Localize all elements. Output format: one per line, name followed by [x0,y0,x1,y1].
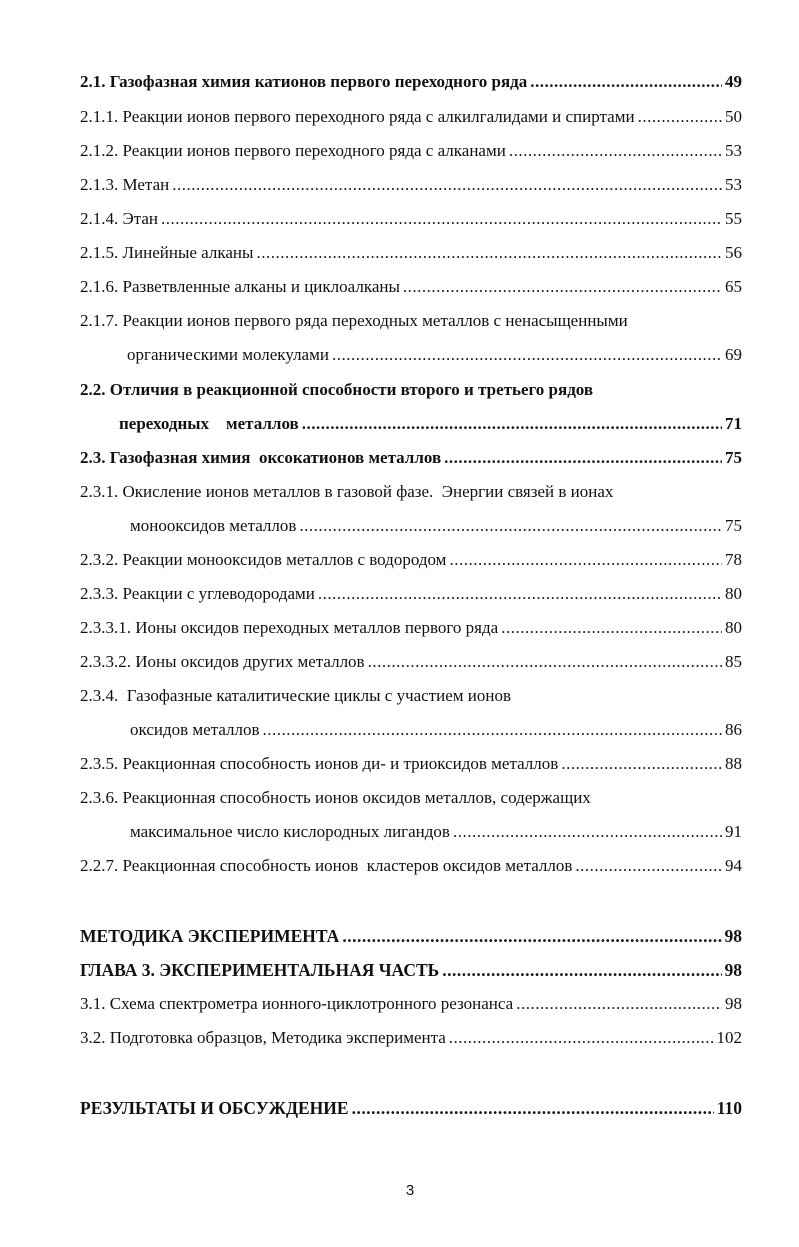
toc-leader-dots [444,444,722,472]
toc-entry-page: 56 [725,243,742,262]
toc-entry-2-1-4 [80,205,742,233]
toc-entry-page: 75 [725,516,742,535]
toc-entry-title: РЕЗУЛЬТАТЫ И ОБСУЖДЕНИЕ [80,1098,349,1118]
toc-entry-page: 53 [725,141,742,160]
toc-entry-2-3-6-line1: 2.3.6. Реакционная способность ионов оксидов металлов, содержащих [80,788,591,807]
toc-entry-page: 102 [716,1028,742,1047]
toc-leader-dots [501,614,722,642]
toc-entry-page: 91 [725,822,742,841]
toc-leader-dots [299,512,722,540]
toc-leader-dots [403,273,722,301]
toc-entry-title: 2.1.5. Линейные алканы [80,243,254,262]
toc-entry-title: 2.1.2. Реакции ионов первого переходного ряда с алканами [80,141,506,160]
toc-entry-title: 2.1.3. Метан [80,175,170,194]
toc-entry-3-2 [80,1024,742,1052]
toc-entry-page: 88 [725,754,742,773]
toc-entry-chapter-3 [80,956,742,984]
toc-entry-page: 98 [724,926,742,946]
toc-entry-methods [80,922,742,950]
toc-entry-title: 2.1.6. Разветвленные алканы и циклоалканы [80,277,400,296]
toc-entry-2-1-1 [80,103,742,131]
toc-entry-2-3-4 [130,716,742,744]
toc-entry-page: 80 [725,584,742,603]
toc-entry-3-1 [80,990,742,1018]
toc-entry-title: 2.1.1. Реакции ионов первого переходного ряда с алкилгалидами и спиртами [80,107,635,126]
toc-entry-page: 55 [725,209,742,228]
toc-entry-title: монооксидов металлов [130,516,297,535]
toc-leader-dots [302,410,722,438]
toc-entry-2-2 [119,410,742,438]
toc-leader-dots [332,341,722,369]
toc-entry-2-3-6 [130,818,742,846]
toc-leader-dots [453,818,722,846]
toc-leader-dots [161,205,722,233]
toc-entry-2-1-3 [80,171,742,199]
toc-entry-2-3-3-2 [80,648,742,676]
toc-entry-page: 86 [725,720,742,739]
toc-entry-2-3-3 [80,580,742,608]
toc-leader-dots [638,103,722,131]
toc-entry-2-3-3-1 [80,614,742,642]
toc-entry-2-1 [80,68,742,96]
toc-entry-page: 65 [725,277,742,296]
toc-leader-dots [516,990,722,1018]
toc-entry-page: 78 [725,550,742,569]
toc-leader-dots [530,68,722,96]
toc-entry-2-1-5 [80,239,742,267]
toc-entry-title: МЕТОДИКА ЭКСПЕРИМЕНТА [80,926,340,946]
toc-leader-dots [352,1094,714,1122]
toc-entry-page: 98 [725,994,742,1013]
toc-leader-dots [449,546,722,574]
toc-entry-2-3 [80,444,742,472]
toc-entry-2-2-7 [80,852,742,880]
toc-entry-2-3-1 [130,512,742,540]
toc-leader-dots [561,750,722,778]
toc-entry-page: 94 [725,856,742,875]
toc-entry-2-1-7 [127,341,742,369]
toc-entry-page: 71 [725,414,742,433]
toc-leader-dots [449,1024,714,1052]
page-number: 3 [405,1182,415,1199]
toc-entry-title: 2.3.3. Реакции с углеводородами [80,584,315,603]
toc-entry-2-3-4-line1: 2.3.4. Газофазные каталитические циклы с участием ионов [80,686,512,705]
toc-entry-page: 75 [725,448,742,467]
toc-entry-page: 69 [725,345,742,364]
toc-entry-page: 85 [725,652,742,671]
toc-entry-page: 98 [724,960,742,980]
toc-entry-2-1-6 [80,273,742,301]
toc-entry-page: 80 [725,618,742,637]
toc-leader-dots [368,648,722,676]
toc-entry-page: 53 [725,175,742,194]
toc-entry-2-1-7-line1: 2.1.7. Реакции ионов первого ряда переходных металлов с ненасыщенными [80,311,628,330]
toc-entry-title: 2.3. Газофазная химия оксокатионов металлов [80,448,442,467]
toc-entry-title: ГЛАВА 3. ЭКСПЕРИМЕНТАЛЬНАЯ ЧАСТЬ [80,960,440,980]
toc-entry-title: 2.1. Газофазная химия катионов первого переходного ряда [80,72,528,91]
toc-leader-dots [342,922,721,950]
toc-leader-dots [442,956,721,984]
toc-entry-2-3-5 [80,750,742,778]
toc-entry-title: 2.3.3.1. Ионы оксидов переходных металлов первого ряда [80,618,499,637]
toc-entry-page: 110 [716,1098,742,1118]
toc-entry-title: максимальное число кислородных лигандов [130,822,450,841]
toc-entry-2-2-line1: 2.2. Отличия в реакционной способности второго и третьего рядов [80,380,594,399]
toc-entry-title: 2.3.2. Реакции монооксидов металлов с водородом [80,550,447,569]
toc-leader-dots [318,580,722,608]
toc-entry-title: 2.3.5. Реакционная способность ионов ди- и триоксидов металлов [80,754,559,773]
toc-entry-results [80,1094,742,1122]
toc-entry-title: 2.1.4. Этан [80,209,159,228]
toc-leader-dots [575,852,722,880]
toc-entry-title: 2.2.7. Реакционная способность ионов кластеров оксидов металлов [80,856,573,875]
toc-entry-title: переходных металлов [119,414,299,433]
toc-leader-dots [172,171,722,199]
toc-entry-title: 2.3.3.2. Ионы оксидов других металлов [80,652,365,671]
toc-entry-title: органическими молекулами [127,345,329,364]
toc-entry-title: оксидов металлов [130,720,260,739]
toc-entry-page: 50 [725,107,742,126]
toc-leader-dots [509,137,722,165]
toc-entry-title: 3.1. Схема спектрометра ионного-циклотронного резонанса [80,994,514,1013]
toc-entry-2-3-2 [80,546,742,574]
toc-entry-2-1-2 [80,137,742,165]
toc-leader-dots [256,239,722,267]
toc-entry-page: 49 [725,72,742,91]
toc-entry-title: 3.2. Подготовка образцов, Методика эксперимента [80,1028,446,1047]
toc-entry-2-3-1-line1: 2.3.1. Окисление ионов металлов в газовой фазе. Энергии связей в ионах [80,482,614,501]
toc-leader-dots [263,716,722,744]
